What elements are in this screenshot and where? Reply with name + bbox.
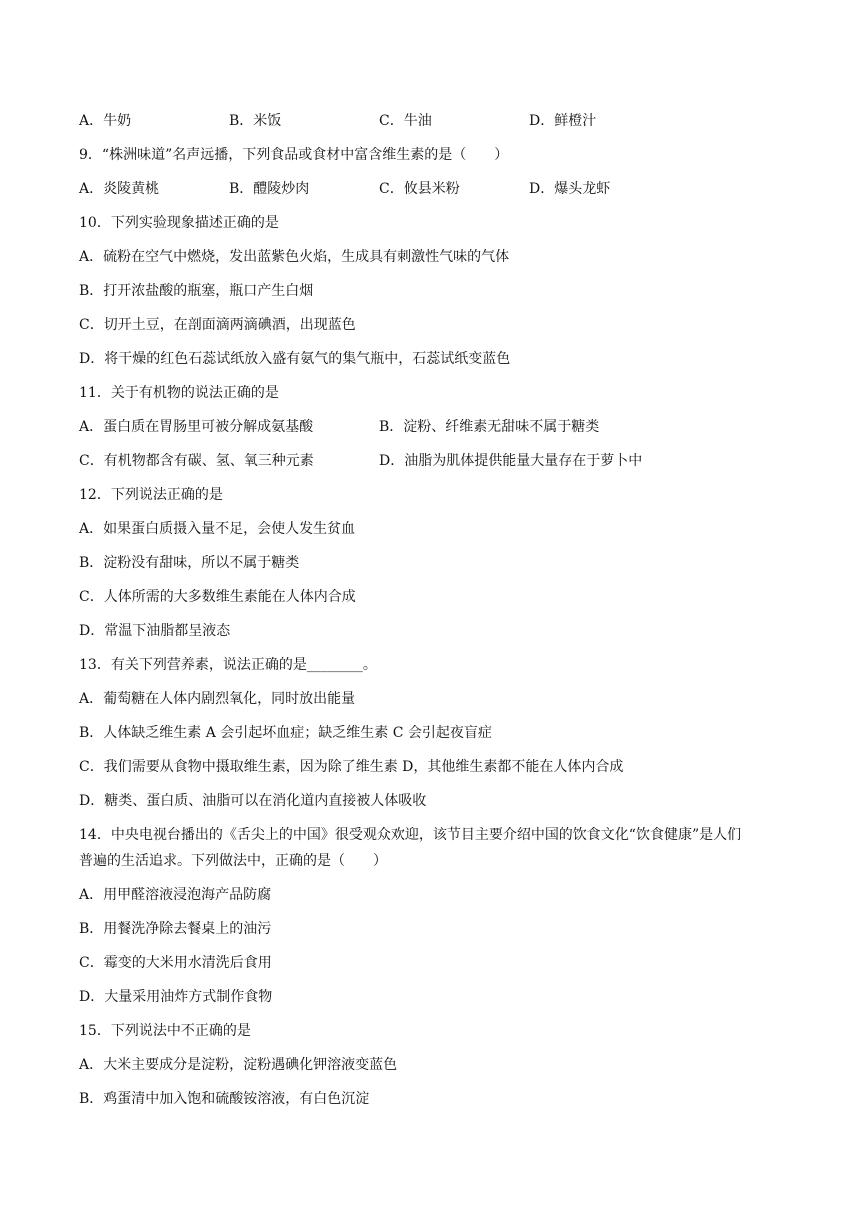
q11-option-a: A．蛋白质在胃肠里可被分解成氨基酸 bbox=[79, 419, 314, 435]
q14-option-b: B．用餐洗净除去餐桌上的油污 bbox=[79, 921, 272, 937]
q15-option-a: A．大米主要成分是淀粉，淀粉遇碘化钾溶液变蓝色 bbox=[79, 1057, 398, 1073]
q13-option-c: C．我们需要从食物中摄取维生素，因为除了维生素 D，其他维生素都不能在人体内合成 bbox=[79, 759, 624, 775]
q8-option-d: D．鲜橙汁 bbox=[529, 113, 597, 129]
q9-option-c: C．攸县米粉 bbox=[379, 181, 460, 197]
q9-option-b: B．醴陵炒肉 bbox=[229, 181, 310, 197]
q14-stem-line1: 14．中央电视台播出的《舌尖上的中国》很受观众欢迎，该节目主要介绍中国的饮食文化“饮食健康”是人们 bbox=[79, 827, 742, 843]
exam-page bbox=[79, 108, 799, 1120]
q10-option-c: C．切开土豆，在剖面滴两滴碘酒，出现蓝色 bbox=[79, 317, 356, 333]
q12-stem: 12．下列说法正确的是 bbox=[79, 487, 223, 503]
q14-option-d: D．大量采用油炸方式制作食物 bbox=[79, 989, 273, 1005]
q12-option-b: B．淀粉没有甜味，所以不属于糖类 bbox=[79, 555, 300, 571]
q11-option-b: B．淀粉、纤维素无甜味不属于糖类 bbox=[379, 419, 600, 435]
q10-option-d: D．将干燥的红色石蕊试纸放入盛有氨气的集气瓶中，石蕊试纸变蓝色 bbox=[79, 351, 511, 367]
q13-option-d: D．糖类、蛋白质、油脂可以在消化道内直接被人体吸收 bbox=[79, 793, 427, 809]
q13-option-b: B．人体缺乏维生素 A 会引起坏血症；缺乏维生素 C 会引起夜盲症 bbox=[79, 725, 492, 741]
q14-option-c: C．霉变的大米用水清洗后食用 bbox=[79, 955, 272, 971]
q8-option-a: A．牛奶 bbox=[79, 113, 132, 129]
q8-option-c: C．牛油 bbox=[379, 113, 432, 129]
q11-stem: 11．关于有机物的说法正确的是 bbox=[79, 385, 279, 401]
q11-option-c: C．有机物都含有碳、氢、氧三种元素 bbox=[79, 453, 314, 469]
q11-options-row2 bbox=[79, 448, 799, 482]
q8-options bbox=[79, 108, 799, 142]
q10-option-a: A．硫粉在空气中燃烧，发出蓝紫色火焰，生成具有刺激性气味的气体 bbox=[79, 249, 510, 265]
q15-stem: 15．下列说法中不正确的是 bbox=[79, 1023, 251, 1039]
q9-option-a: A．炎陵黄桃 bbox=[79, 181, 160, 197]
q9-stem: 9．“株洲味道”名声远播，下列食品或食材中富含维生素的是（ ） bbox=[79, 147, 509, 163]
q10-stem: 10．下列实验现象描述正确的是 bbox=[79, 215, 279, 231]
q14-stem-line2: 普遍的生活追求。下列做法中，正确的是（ ） bbox=[79, 853, 387, 869]
q15-option-b: B．鸡蛋清中加入饱和硫酸铵溶液，有白色沉淀 bbox=[79, 1091, 370, 1107]
q12-option-a: A．如果蛋白质摄入量不足，会使人发生贫血 bbox=[79, 521, 356, 537]
q12-option-c: C．人体所需的大多数维生素能在人体内合成 bbox=[79, 589, 356, 605]
q13-option-a: A．葡萄糖在人体内剧烈氧化，同时放出能量 bbox=[79, 691, 356, 707]
q10-option-b: B．打开浓盐酸的瓶塞，瓶口产生白烟 bbox=[79, 283, 314, 299]
q13-stem: 13．有关下列营养素，说法正确的是________。 bbox=[79, 657, 377, 673]
q9-option-d: D．爆头龙虾 bbox=[529, 181, 611, 197]
q14-option-a: A．用甲醛溶液浸泡海产品防腐 bbox=[79, 887, 272, 903]
q9-options bbox=[79, 176, 799, 210]
q11-option-d: D．油脂为肌体提供能量大量存在于萝卜中 bbox=[379, 453, 643, 469]
q11-options-row1 bbox=[79, 414, 799, 448]
q8-option-b: B．米饭 bbox=[229, 113, 282, 129]
q12-option-d: D．常温下油脂都呈液态 bbox=[79, 623, 231, 639]
